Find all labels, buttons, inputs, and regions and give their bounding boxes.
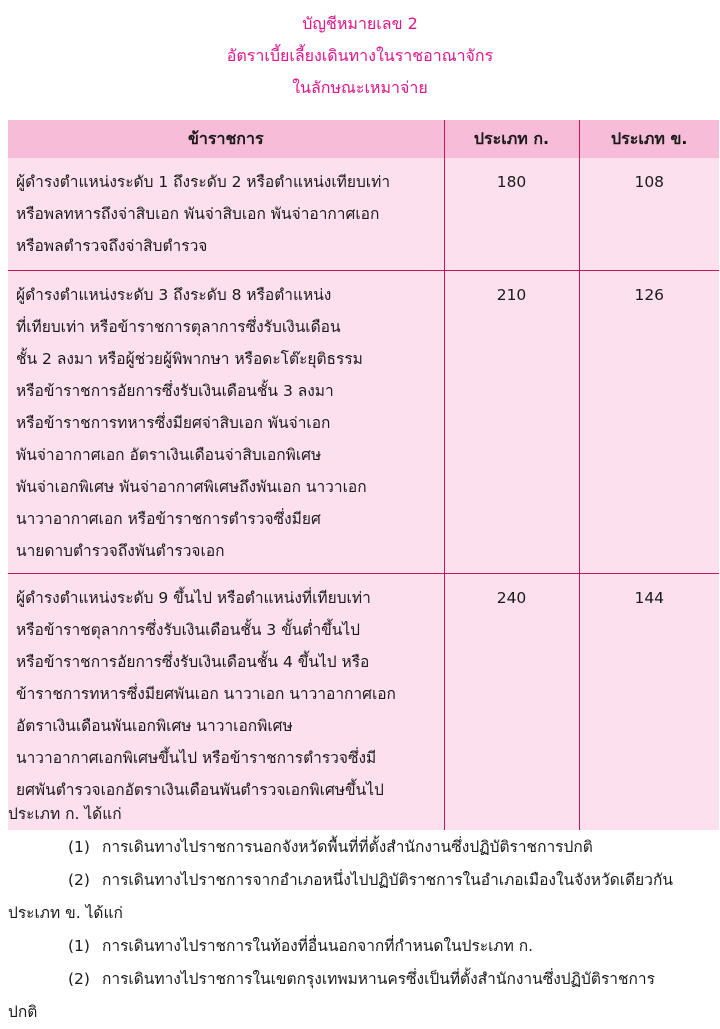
allowance-rate-table (8, 120, 719, 830)
column-header-type-b: ประเภท ข. (579, 120, 719, 158)
type-a-rate: 240 (444, 574, 579, 831)
table-header-row (8, 120, 719, 158)
item-text: การเดินทางไปราชการจากอำเภอหนึ่งไปปฏิบัติราชการในอำเภอเมืองในจังหวัดเดียวกัน (102, 871, 673, 889)
type-b-rate: 144 (579, 574, 719, 831)
description-line: พันจ่าอากาศเอก อัตราเงินเดือนจ่าสิบเอกพิเศษ (16, 446, 322, 464)
table-row (8, 574, 719, 831)
item-number: (1) (68, 838, 90, 856)
description-line: ที่เทียบเท่า หรือข้าราชการตุลาการซึ่งรับเงินเดือน (16, 318, 341, 336)
type-a-rate: 180 (444, 158, 579, 271)
schedule-number-title: บัญชีหมายเลข 2 (302, 14, 418, 33)
list-item (8, 963, 720, 996)
table-row (8, 158, 719, 271)
item-number: (1) (68, 937, 90, 955)
description-line: ข้าราชการทหารซึ่งมียศพันเอก นาวาเอก นาวาอากาศเอก (16, 685, 396, 703)
description-line: ผู้ดำรงตำแหน่งระดับ 9 ขึ้นไป หรือตำแหน่งที่เทียบเท่า (16, 589, 371, 607)
description-line: นายดาบตำรวจถึงพันตำรวจเอก (16, 542, 225, 560)
description-line: ชั้น 2 ลงมา หรือผู้ช่วยผู้พิพากษา หรือดะโต๊ะยุติธรรม (16, 350, 363, 368)
description-line: หรือข้าราชการทหารซึ่งมียศจ่าสิบเอก พันจ่าเอก (16, 414, 331, 432)
description-line: ผู้ดำรงตำแหน่งระดับ 3 ถึงระดับ 8 หรือตำแหน่ง (16, 286, 332, 304)
list-item (8, 930, 720, 963)
table-row (8, 271, 719, 574)
description-line: หรือพลตำรวจถึงจ่าสิบตำรวจ (16, 237, 208, 255)
description-line: หรือพลทหารถึงจ่าสิบเอก พันจ่าสิบเอก พันจ่าอากาศเอก (16, 205, 380, 223)
type-a-rate: 210 (444, 271, 579, 574)
type-b-heading: ประเภท ข. ได้แก่ (8, 904, 123, 922)
description-line: หรือข้าราชการอัยการซึ่งรับเงินเดือนชั้น 3 ลงมา (16, 382, 334, 400)
list-item (8, 831, 720, 864)
description-line: อัตราเงินเดือนพันเอกพิเศษ นาวาเอกพิเศษ (16, 717, 293, 735)
officer-description (8, 158, 444, 271)
item-text: การเดินทางไปราชการในเขตกรุงเทพมหานครซึ่งเป็นที่ตั้งสำนักงานซึ่งปฏิบัติราชการ (102, 970, 655, 988)
description-line: หรือข้าราชการอัยการซึ่งรับเงินเดือนชั้น 4 ขึ้นไป หรือ (16, 653, 370, 671)
list-item (8, 864, 720, 897)
type-b-rate: 108 (579, 158, 719, 271)
description-line: ยศพันตำรวจเอกอัตราเงินเดือนพันตำรวจเอกพิเศษขึ้นไป (16, 781, 384, 799)
description-line: นาวาอากาศเอกพิเศษขึ้นไป หรือข้าราชการตำรวจซึ่งมี (16, 749, 377, 767)
officer-description (8, 271, 444, 574)
item-number: (2) (68, 970, 90, 988)
description-line: หรือข้าราชตุลาการซึ่งรับเงินเดือนชั้น 3 ขั้นต่ำขึ้นไป (16, 621, 360, 639)
category-notes (8, 798, 720, 1029)
item-text: การเดินทางไปราชการในท้องที่อื่นนอกจากที่กำหนดในประเภท ก. (102, 937, 534, 955)
officer-description (8, 574, 444, 831)
type-a-heading: ประเภท ก. ได้แก่ (8, 805, 122, 823)
description-line: พันจ่าเอกพิเศษ พันจ่าอากาศพิเศษถึงพันเอก นาวาเอก (16, 478, 367, 496)
description-line: นาวาอากาศเอก หรือข้าราชการตำรวจซึ่งมียศ (16, 510, 321, 528)
rate-title: อัตราเบี้ยเลี้ยงเดินทางในราชอาณาจักร (226, 46, 494, 65)
document-header (0, 8, 720, 104)
item-text: การเดินทางไปราชการนอกจังหวัดพื้นที่ที่ตั้งสำนักงานซึ่งปฏิบัติราชการปกติ (102, 838, 593, 856)
column-header-officer: ข้าราชการ (8, 120, 444, 158)
description-line: ผู้ดำรงตำแหน่งระดับ 1 ถึงระดับ 2 หรือตำแหน่งเทียบเท่า (16, 173, 391, 191)
rate-subtitle: ในลักษณะเหมาจ่าย (292, 78, 428, 97)
column-header-type-a: ประเภท ก. (444, 120, 579, 158)
type-b-rate: 126 (579, 271, 719, 574)
item-text-continuation: ปกติ (8, 1003, 38, 1021)
item-number: (2) (68, 871, 90, 889)
